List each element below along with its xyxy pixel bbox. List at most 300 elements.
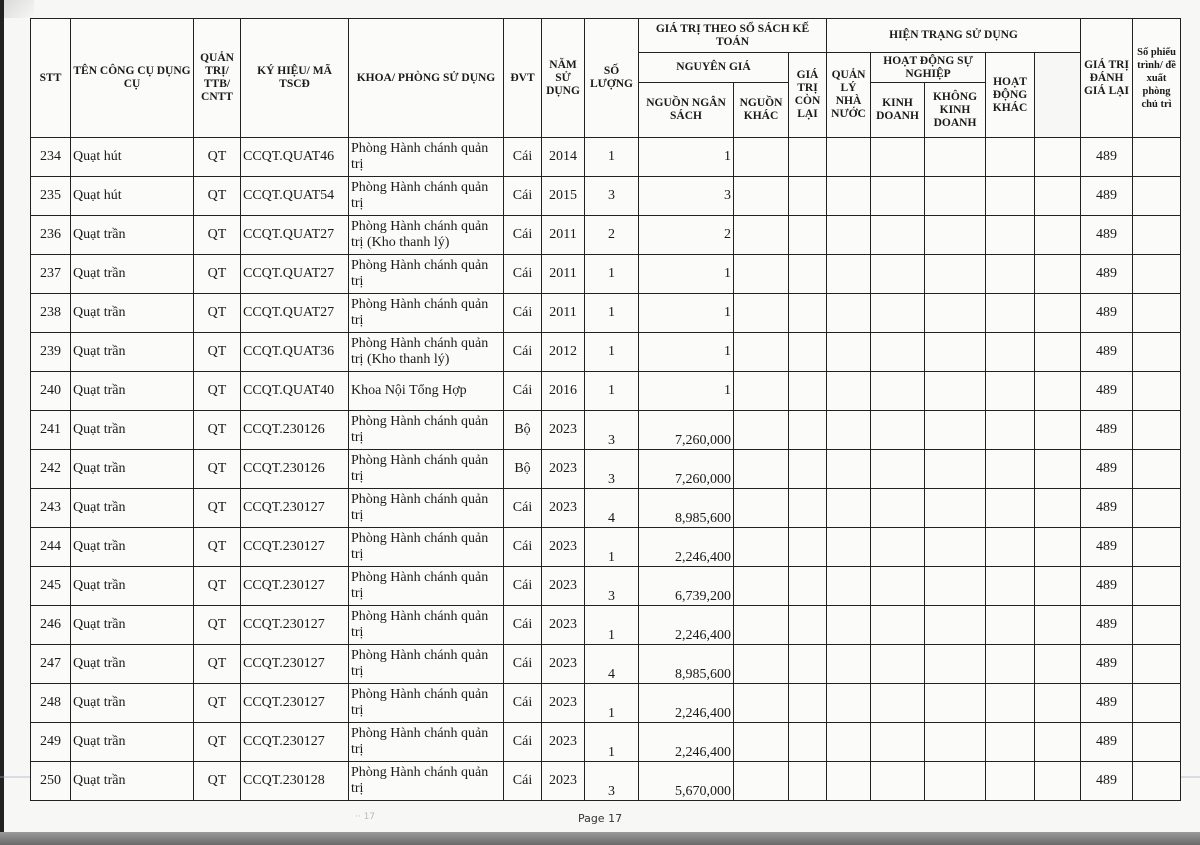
cell-quan-ly-nha-nuoc (827, 216, 871, 255)
cell-khong-kinh-doanh (925, 567, 986, 606)
cell-khong-kinh-doanh (925, 606, 986, 645)
cell-khoa-phong: Phòng Hành chánh quản trị (349, 645, 504, 684)
cell-hoat-dong-khac (986, 411, 1035, 450)
cell-khong-kinh-doanh (925, 762, 986, 801)
cell-nguon-khac (734, 177, 789, 216)
cell-ten-cong-cu: Quạt trần (71, 372, 194, 411)
cell-hoat-dong-khac (986, 762, 1035, 801)
cell-gia-tri-con-lai (789, 567, 827, 606)
cell-gia-tri-con-lai (789, 255, 827, 294)
cell-khong-kinh-doanh (925, 255, 986, 294)
header-nguyen-gia: NGUYÊN GIÁ (639, 53, 789, 83)
cell-ten-cong-cu: Quạt trần (71, 411, 194, 450)
cell-hoat-dong-khac (986, 216, 1035, 255)
cell-stt: 236 (31, 216, 71, 255)
cell-quan-ly-nha-nuoc (827, 567, 871, 606)
cell-ten-cong-cu: Quạt trần (71, 294, 194, 333)
cell-khong-kinh-doanh (925, 177, 986, 216)
cell-quan-ly-nha-nuoc (827, 411, 871, 450)
cell-gia-tri-con-lai (789, 138, 827, 177)
cell-khoa-phong: Phòng Hành chánh quản trị (349, 684, 504, 723)
cell-ky-hieu: CCQT.QUAT54 (241, 177, 349, 216)
cell-ky-hieu: CCQT.230126 (241, 450, 349, 489)
cell-nguon-ngan-sach: 8,985,600 (639, 489, 734, 528)
cell-so-phieu: 489 (1081, 567, 1133, 606)
cell-gia-tri-con-lai (789, 684, 827, 723)
cell-dvt: Cái (504, 762, 542, 801)
cell-khong-kinh-doanh (925, 450, 986, 489)
cell-stt: 237 (31, 255, 71, 294)
cell-stt: 245 (31, 567, 71, 606)
cell-nguon-ngan-sach: 6,739,200 (639, 567, 734, 606)
cell-khong-kinh-doanh (925, 489, 986, 528)
cell-ten-cong-cu: Quạt trần (71, 723, 194, 762)
cell-stt: 246 (31, 606, 71, 645)
cell-ky-hieu: CCQT.230128 (241, 762, 349, 801)
header-hoat-dong-khac: HOẠT ĐỘNG KHÁC (986, 53, 1035, 138)
cell-ky-hieu: CCQT.QUAT27 (241, 294, 349, 333)
cell-so-phieu: 489 (1081, 177, 1133, 216)
cell-nguon-ngan-sach: 8,985,600 (639, 645, 734, 684)
cell-so-phieu: 489 (1081, 606, 1133, 645)
scan-corner-shadow (0, 0, 34, 18)
cell-gia-tri-danh-gia-lai (1035, 645, 1081, 684)
cell-quan-tri: QT (194, 255, 241, 294)
cell-khong-kinh-doanh (925, 138, 986, 177)
cell-nguon-khac (734, 216, 789, 255)
cell-ten-cong-cu: Quạt trần (71, 489, 194, 528)
cell-kinh-doanh (871, 255, 925, 294)
cell-gia-tri-con-lai (789, 606, 827, 645)
cell-hoat-dong-khac (986, 450, 1035, 489)
cell-nguon-ngan-sach: 7,260,000 (639, 411, 734, 450)
cell-dvt: Cái (504, 333, 542, 372)
header-gia-tri-danh-gia-lai: GIÁ TRỊ ĐÁNH GIÁ LẠI (1081, 19, 1133, 138)
cell-nguon-ngan-sach: 7,260,000 (639, 450, 734, 489)
cell-kinh-doanh (871, 762, 925, 801)
header-gia-tri-so-sach: GIÁ TRỊ THEO SỔ SÁCH KẾ TOÁN (639, 19, 827, 53)
cell-khoa-phong: Phòng Hành chánh quản trị (349, 606, 504, 645)
cell-ghi-chu (1133, 333, 1181, 372)
cell-nam-su-dung: 2023 (542, 450, 585, 489)
scan-bottom-edge (0, 832, 1200, 845)
cell-stt: 239 (31, 333, 71, 372)
cell-kinh-doanh (871, 489, 925, 528)
cell-nguon-khac (734, 138, 789, 177)
cell-so-phieu: 489 (1081, 723, 1133, 762)
cell-dvt: Cái (504, 138, 542, 177)
cell-gia-tri-danh-gia-lai (1035, 489, 1081, 528)
cell-so-luong: 4 (585, 645, 639, 684)
cell-quan-ly-nha-nuoc (827, 684, 871, 723)
cell-quan-ly-nha-nuoc (827, 489, 871, 528)
cell-kinh-doanh (871, 177, 925, 216)
cell-ghi-chu (1133, 567, 1181, 606)
cell-khong-kinh-doanh (925, 294, 986, 333)
cell-so-luong: 4 (585, 489, 639, 528)
cell-quan-tri: QT (194, 333, 241, 372)
cell-ghi-chu (1133, 489, 1181, 528)
cell-quan-tri: QT (194, 216, 241, 255)
cell-hoat-dong-khac (986, 255, 1035, 294)
cell-quan-ly-nha-nuoc (827, 177, 871, 216)
cell-nguon-ngan-sach: 1 (639, 372, 734, 411)
cell-so-phieu: 489 (1081, 528, 1133, 567)
cell-nguon-ngan-sach: 1 (639, 294, 734, 333)
cell-khoa-phong: Phòng Hành chánh quản trị (349, 723, 504, 762)
cell-nam-su-dung: 2023 (542, 606, 585, 645)
header-nam-su-dung: NĂM SỬ DỤNG (542, 19, 585, 138)
cell-so-luong: 1 (585, 528, 639, 567)
cell-nguon-ngan-sach: 2,246,400 (639, 723, 734, 762)
cell-gia-tri-con-lai (789, 762, 827, 801)
cell-dvt: Cái (504, 723, 542, 762)
cell-so-luong: 1 (585, 606, 639, 645)
cell-khoa-phong: Phòng Hành chánh quản trị (349, 567, 504, 606)
header-khoa-phong: KHOA/ PHÒNG SỬ DỤNG (349, 19, 504, 138)
cell-gia-tri-danh-gia-lai (1035, 684, 1081, 723)
header-kinh-doanh: KINH DOANH (871, 83, 925, 138)
cell-gia-tri-danh-gia-lai (1035, 528, 1081, 567)
cell-quan-tri: QT (194, 762, 241, 801)
cell-khoa-phong: Phòng Hành chánh quản trị (349, 294, 504, 333)
cell-ten-cong-cu: Quạt trần (71, 567, 194, 606)
cell-ten-cong-cu: Quạt trần (71, 645, 194, 684)
cell-gia-tri-danh-gia-lai (1035, 411, 1081, 450)
cell-quan-tri: QT (194, 567, 241, 606)
cell-ghi-chu (1133, 606, 1181, 645)
cell-kinh-doanh (871, 411, 925, 450)
cell-so-luong: 1 (585, 684, 639, 723)
cell-nguon-ngan-sach: 2,246,400 (639, 606, 734, 645)
cell-quan-tri: QT (194, 177, 241, 216)
cell-gia-tri-con-lai (789, 333, 827, 372)
cell-quan-tri: QT (194, 489, 241, 528)
cell-khong-kinh-doanh (925, 528, 986, 567)
cell-gia-tri-con-lai (789, 177, 827, 216)
header-nguon-ngan-sach: NGUỒN NGÂN SÁCH (639, 83, 734, 138)
header-ten-cong-cu: TÊN CÔNG CỤ DỤNG CỤ (71, 19, 194, 138)
cell-quan-tri: QT (194, 411, 241, 450)
cell-ghi-chu (1133, 138, 1181, 177)
cell-nam-su-dung: 2023 (542, 567, 585, 606)
header-nguon-khac: NGUỒN KHÁC (734, 83, 789, 138)
cell-ten-cong-cu: Quạt hút (71, 138, 194, 177)
cell-ghi-chu (1133, 255, 1181, 294)
cell-dvt: Cái (504, 684, 542, 723)
cell-so-phieu: 489 (1081, 645, 1133, 684)
cell-nam-su-dung: 2023 (542, 684, 585, 723)
scan-left-edge (0, 0, 4, 845)
cell-ky-hieu: CCQT.230127 (241, 606, 349, 645)
cell-gia-tri-con-lai (789, 489, 827, 528)
cell-nguon-khac (734, 333, 789, 372)
cell-nguon-ngan-sach: 1 (639, 333, 734, 372)
header-stt: STT (31, 19, 71, 138)
cell-khoa-phong: Phòng Hành chánh quản trị (Kho thanh lý) (349, 216, 504, 255)
cell-so-luong: 3 (585, 762, 639, 801)
cell-nam-su-dung: 2012 (542, 333, 585, 372)
cell-nguon-khac (734, 255, 789, 294)
cell-gia-tri-danh-gia-lai (1035, 294, 1081, 333)
cell-quan-ly-nha-nuoc (827, 762, 871, 801)
cell-hoat-dong-khac (986, 138, 1035, 177)
cell-quan-tri: QT (194, 684, 241, 723)
cell-khoa-phong: Phòng Hành chánh quản trị (349, 177, 504, 216)
cell-so-luong: 3 (585, 411, 639, 450)
cell-nam-su-dung: 2023 (542, 528, 585, 567)
header-hoat-dong-su-nghiep: HOẠT ĐỘNG SỰ NGHIỆP (871, 53, 986, 83)
cell-nguon-khac (734, 606, 789, 645)
cell-gia-tri-con-lai (789, 528, 827, 567)
asset-inventory-table (30, 18, 1181, 801)
cell-ghi-chu (1133, 528, 1181, 567)
cell-gia-tri-con-lai (789, 645, 827, 684)
cell-nguon-khac (734, 489, 789, 528)
cell-stt: 244 (31, 528, 71, 567)
table-row (31, 645, 1181, 684)
cell-ten-cong-cu: Quạt trần (71, 606, 194, 645)
header-gia-tri-con-lai: GIÁ TRỊ CÒN LẠI (789, 53, 827, 138)
cell-so-luong: 3 (585, 450, 639, 489)
scan-smudge-text: ·· 17 (355, 812, 376, 822)
table-row (31, 372, 1181, 411)
cell-khong-kinh-doanh (925, 645, 986, 684)
cell-gia-tri-danh-gia-lai (1035, 606, 1081, 645)
cell-nguon-ngan-sach: 3 (639, 177, 734, 216)
cell-dvt: Cái (504, 528, 542, 567)
cell-quan-ly-nha-nuoc (827, 255, 871, 294)
cell-ky-hieu: CCQT.230127 (241, 528, 349, 567)
cell-gia-tri-con-lai (789, 723, 827, 762)
cell-gia-tri-danh-gia-lai (1035, 723, 1081, 762)
cell-ky-hieu: CCQT.230127 (241, 723, 349, 762)
cell-hoat-dong-khac (986, 294, 1035, 333)
cell-ten-cong-cu: Quạt trần (71, 333, 194, 372)
cell-kinh-doanh (871, 684, 925, 723)
cell-khong-kinh-doanh (925, 372, 986, 411)
cell-dvt: Cái (504, 645, 542, 684)
table-row (31, 723, 1181, 762)
cell-ghi-chu (1133, 372, 1181, 411)
cell-ghi-chu (1133, 450, 1181, 489)
cell-gia-tri-danh-gia-lai (1035, 255, 1081, 294)
cell-nguon-khac (734, 411, 789, 450)
header-ky-hieu: KÝ HIỆU/ MÃ TSCĐ (241, 19, 349, 138)
table-row (31, 255, 1181, 294)
cell-dvt: Cái (504, 567, 542, 606)
cell-ky-hieu: CCQT.230127 (241, 645, 349, 684)
cell-ten-cong-cu: Quạt trần (71, 684, 194, 723)
cell-kinh-doanh (871, 138, 925, 177)
cell-so-phieu: 489 (1081, 372, 1133, 411)
cell-kinh-doanh (871, 645, 925, 684)
cell-hoat-dong-khac (986, 645, 1035, 684)
cell-ten-cong-cu: Quạt trần (71, 255, 194, 294)
cell-nguon-ngan-sach: 1 (639, 138, 734, 177)
cell-stt: 240 (31, 372, 71, 411)
cell-nguon-khac (734, 294, 789, 333)
table-row (31, 177, 1181, 216)
header-quan-tri: QUẢN TRỊ/ TTB/ CNTT (194, 19, 241, 138)
cell-so-phieu: 489 (1081, 762, 1133, 801)
cell-ghi-chu (1133, 294, 1181, 333)
table-row (31, 762, 1181, 801)
cell-dvt: Bộ (504, 411, 542, 450)
cell-khong-kinh-doanh (925, 333, 986, 372)
cell-ky-hieu: CCQT.230126 (241, 411, 349, 450)
cell-nguon-khac (734, 684, 789, 723)
cell-quan-tri: QT (194, 138, 241, 177)
page-number: Page 17 (577, 812, 623, 825)
cell-nam-su-dung: 2011 (542, 294, 585, 333)
cell-quan-ly-nha-nuoc (827, 138, 871, 177)
cell-stt: 234 (31, 138, 71, 177)
cell-so-phieu: 489 (1081, 294, 1133, 333)
cell-ghi-chu (1133, 411, 1181, 450)
cell-gia-tri-danh-gia-lai (1035, 567, 1081, 606)
cell-quan-ly-nha-nuoc (827, 294, 871, 333)
cell-so-luong: 1 (585, 294, 639, 333)
table-row (31, 216, 1181, 255)
cell-dvt: Cái (504, 294, 542, 333)
table-row (31, 528, 1181, 567)
cell-ghi-chu (1133, 177, 1181, 216)
cell-so-luong: 1 (585, 372, 639, 411)
cell-nam-su-dung: 2023 (542, 762, 585, 801)
cell-quan-ly-nha-nuoc (827, 372, 871, 411)
cell-ten-cong-cu: Quạt trần (71, 450, 194, 489)
cell-kinh-doanh (871, 294, 925, 333)
header-khong-kinh-doanh: KHÔNG KINH DOANH (925, 83, 986, 138)
table-row (31, 450, 1181, 489)
cell-nam-su-dung: 2011 (542, 216, 585, 255)
cell-ghi-chu (1133, 762, 1181, 801)
cell-stt: 248 (31, 684, 71, 723)
cell-dvt: Cái (504, 216, 542, 255)
cell-dvt: Cái (504, 372, 542, 411)
cell-khoa-phong: Phòng Hành chánh quản trị (349, 138, 504, 177)
cell-so-luong: 3 (585, 177, 639, 216)
cell-khoa-phong: Phòng Hành chánh quản trị (349, 762, 504, 801)
cell-so-phieu: 489 (1081, 255, 1133, 294)
cell-ghi-chu (1133, 723, 1181, 762)
cell-quan-tri: QT (194, 294, 241, 333)
table-row (31, 411, 1181, 450)
cell-gia-tri-con-lai (789, 450, 827, 489)
cell-hoat-dong-khac (986, 372, 1035, 411)
cell-kinh-doanh (871, 606, 925, 645)
cell-khoa-phong: Khoa Nội Tổng Hợp (349, 372, 504, 411)
cell-quan-ly-nha-nuoc (827, 606, 871, 645)
cell-stt: 242 (31, 450, 71, 489)
cell-ky-hieu: CCQT.230127 (241, 489, 349, 528)
cell-so-phieu: 489 (1081, 333, 1133, 372)
cell-ghi-chu (1133, 684, 1181, 723)
cell-stt: 249 (31, 723, 71, 762)
cell-khong-kinh-doanh (925, 723, 986, 762)
cell-ten-cong-cu: Quạt trần (71, 216, 194, 255)
cell-hoat-dong-khac (986, 723, 1035, 762)
cell-khoa-phong: Phòng Hành chánh quản trị (349, 528, 504, 567)
header-so-phieu: Số phiếu trình/ đề xuất phòng chủ trì (1133, 19, 1181, 138)
cell-hoat-dong-khac (986, 489, 1035, 528)
cell-quan-tri: QT (194, 528, 241, 567)
table-row (31, 333, 1181, 372)
cell-dvt: Cái (504, 489, 542, 528)
cell-kinh-doanh (871, 567, 925, 606)
cell-kinh-doanh (871, 372, 925, 411)
cell-nguon-ngan-sach: 1 (639, 255, 734, 294)
table-row (31, 567, 1181, 606)
cell-ten-cong-cu: Quạt hút (71, 177, 194, 216)
cell-khoa-phong: Phòng Hành chánh quản trị (349, 411, 504, 450)
cell-quan-tri: QT (194, 372, 241, 411)
cell-quan-tri: QT (194, 645, 241, 684)
cell-kinh-doanh (871, 333, 925, 372)
cell-quan-ly-nha-nuoc (827, 723, 871, 762)
cell-hoat-dong-khac (986, 177, 1035, 216)
cell-gia-tri-con-lai (789, 411, 827, 450)
cell-so-luong: 1 (585, 333, 639, 372)
cell-khong-kinh-doanh (925, 216, 986, 255)
cell-ten-cong-cu: Quạt trần (71, 762, 194, 801)
cell-kinh-doanh (871, 528, 925, 567)
cell-gia-tri-danh-gia-lai (1035, 372, 1081, 411)
cell-nam-su-dung: 2023 (542, 723, 585, 762)
cell-stt: 243 (31, 489, 71, 528)
cell-nguon-ngan-sach: 2,246,400 (639, 684, 734, 723)
cell-gia-tri-danh-gia-lai (1035, 216, 1081, 255)
cell-kinh-doanh (871, 723, 925, 762)
cell-khoa-phong: Phòng Hành chánh quản trị (Kho thanh lý) (349, 333, 504, 372)
header-quan-ly-nha-nuoc: QUẢN LÝ NHÀ NƯỚC (827, 53, 871, 138)
cell-quan-ly-nha-nuoc (827, 645, 871, 684)
cell-quan-ly-nha-nuoc (827, 333, 871, 372)
cell-ky-hieu: CCQT.QUAT27 (241, 255, 349, 294)
cell-nguon-ngan-sach: 5,670,000 (639, 762, 734, 801)
cell-so-phieu: 489 (1081, 216, 1133, 255)
cell-gia-tri-con-lai (789, 294, 827, 333)
cell-gia-tri-danh-gia-lai (1035, 450, 1081, 489)
table-row (31, 138, 1181, 177)
cell-khoa-phong: Phòng Hành chánh quản trị (349, 489, 504, 528)
cell-nguon-khac (734, 372, 789, 411)
cell-gia-tri-danh-gia-lai (1035, 762, 1081, 801)
cell-ky-hieu: CCQT.QUAT40 (241, 372, 349, 411)
cell-stt: 235 (31, 177, 71, 216)
header-so-luong: SỐ LƯỢNG (585, 19, 639, 138)
cell-nguon-khac (734, 567, 789, 606)
cell-dvt: Cái (504, 255, 542, 294)
cell-nguon-ngan-sach: 2,246,400 (639, 528, 734, 567)
cell-quan-tri: QT (194, 450, 241, 489)
cell-stt: 238 (31, 294, 71, 333)
cell-nam-su-dung: 2023 (542, 645, 585, 684)
cell-dvt: Bộ (504, 450, 542, 489)
cell-hoat-dong-khac (986, 567, 1035, 606)
cell-kinh-doanh (871, 450, 925, 489)
cell-ky-hieu: CCQT.230127 (241, 567, 349, 606)
cell-gia-tri-danh-gia-lai (1035, 177, 1081, 216)
cell-so-phieu: 489 (1081, 411, 1133, 450)
table-row (31, 294, 1181, 333)
cell-nguon-khac (734, 723, 789, 762)
cell-so-phieu: 489 (1081, 684, 1133, 723)
cell-ten-cong-cu: Quạt trần (71, 528, 194, 567)
cell-hoat-dong-khac (986, 684, 1035, 723)
cell-nguon-khac (734, 762, 789, 801)
